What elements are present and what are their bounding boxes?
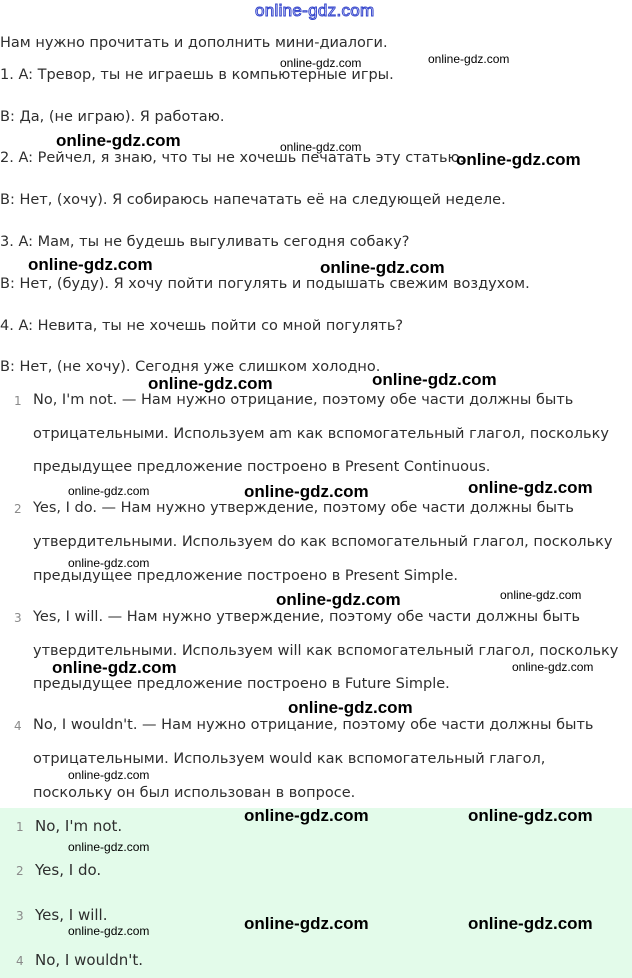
explanation-1-number: 1 <box>14 394 22 408</box>
answer-2: Yes, I do. <box>35 861 102 879</box>
watermark: online-gdz.com <box>428 52 510 66</box>
explanation-1-line-3: предыдущее предложение построено в Present Continuous. <box>33 459 491 475</box>
dialogue-1-a: 1. A: Тревор, ты не играешь в компьютерные игры. <box>0 67 394 83</box>
header-watermark: online-gdz.com <box>255 1 375 20</box>
explanation-4-line-1: No, I wouldn't. — Нам нужно отрицание, поэтому обе части должны быть <box>33 717 594 733</box>
watermark: online-gdz.com <box>512 660 594 674</box>
explanation-1-line-2: отрицательными. Используем am как вспомогательный глагол, поскольку <box>33 426 609 442</box>
explanation-3-line-1: Yes, I will. — Нам нужно утверждение, поэтому обе части должны быть <box>33 609 581 625</box>
watermark: online-gdz.com <box>280 56 362 70</box>
watermark: online-gdz.com <box>468 914 593 933</box>
watermark: online-gdz.com <box>68 484 150 498</box>
watermark: online-gdz.com <box>244 482 369 501</box>
watermark: online-gdz.com <box>500 588 582 602</box>
explanation-2-line-2: утвердительными. Используем do как вспомогательный глагол, поскольку <box>33 534 613 550</box>
watermark: online-gdz.com <box>372 370 497 389</box>
answer-4: No, I wouldn't. <box>35 951 144 969</box>
watermark: online-gdz.com <box>68 556 150 570</box>
answer-3-number: 3 <box>16 909 24 923</box>
dialogue-4-a: 4. A: Невита, ты не хочешь пойти со мной погулять? <box>0 318 404 334</box>
watermark: online-gdz.com <box>28 255 153 274</box>
answer-4-number: 4 <box>16 954 24 968</box>
watermark: online-gdz.com <box>276 590 401 609</box>
explanation-1-line-1: No, I'm not. — Нам нужно отрицание, поэтому обе части должны быть <box>33 392 574 408</box>
answer-2-number: 2 <box>16 864 24 878</box>
dialogue-1-b: B: Да, (не играю). Я работаю. <box>0 109 225 125</box>
watermark: online-gdz.com <box>56 131 181 150</box>
watermark: online-gdz.com <box>468 806 593 825</box>
explanation-4-line-3: поскольку он был использован в вопросе. <box>33 785 356 801</box>
watermark: online-gdz.com <box>244 806 369 825</box>
explanation-4-number: 4 <box>14 719 22 733</box>
watermark: online-gdz.com <box>68 768 150 782</box>
explanation-3-number: 3 <box>14 611 22 625</box>
watermark: online-gdz.com <box>68 840 150 854</box>
intro-text: Нам нужно прочитать и дополнить мини-диалоги. <box>0 35 388 51</box>
watermark: online-gdz.com <box>468 478 593 497</box>
explanation-4-line-2: отрицательными. Используем would как вспомогательный глагол, <box>33 751 546 767</box>
watermark: online-gdz.com <box>52 658 177 677</box>
dialogue-4-b: B: Нет, (не хочу). Сегодня уже слишком холодно. <box>0 359 381 375</box>
watermark: online-gdz.com <box>148 374 273 393</box>
explanation-3-line-3: предыдущее предложение построено в Future Simple. <box>33 676 450 692</box>
explanation-2-line-1: Yes, I do. — Нам нужно утверждение, поэтому обе части должны быть <box>33 500 574 516</box>
dialogue-2-b: B: Нет, (хочу). Я собираюсь напечатать её на следующей неделе. <box>0 192 506 208</box>
explanation-2-line-3: предыдущее предложение построено в Present Simple. <box>33 568 458 584</box>
dialogue-3-a: 3. A: Мам, ты не будешь выгуливать сегодня собаку? <box>0 234 410 250</box>
watermark: online-gdz.com <box>288 698 413 717</box>
watermark: online-gdz.com <box>320 258 445 277</box>
dialogue-3-b: B: Нет, (буду). Я хочу пойти погулять и подышать свежим воздухом. <box>0 276 530 292</box>
answer-1-number: 1 <box>16 820 24 834</box>
dialogue-2-a: 2. A: Рейчел, я знаю, что ты не хочешь печатать эту статью. <box>0 150 465 166</box>
watermark: online-gdz.com <box>68 924 150 938</box>
watermark: online-gdz.com <box>456 150 581 169</box>
watermark: online-gdz.com <box>280 140 362 154</box>
explanation-2-number: 2 <box>14 502 22 516</box>
answer-3: Yes, I will. <box>35 906 108 924</box>
watermark: online-gdz.com <box>244 914 369 933</box>
answer-1: No, I'm not. <box>35 817 123 835</box>
explanation-3-line-2: утвердительными. Используем will как вспомогательный глагол, поскольку <box>33 643 619 659</box>
